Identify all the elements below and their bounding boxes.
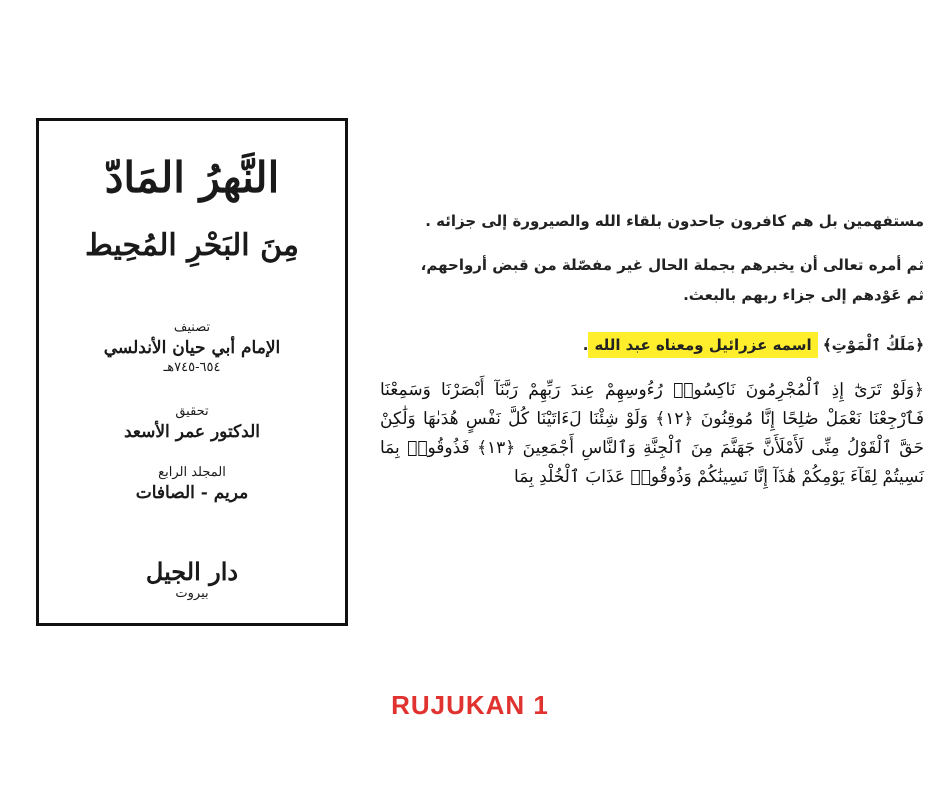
author-block — [39, 319, 345, 377]
period: . — [582, 336, 589, 354]
composed-label: تصنيف — [173, 320, 211, 335]
excerpt-line-4 — [583, 336, 924, 354]
book-cover — [36, 118, 348, 626]
editor-name: الدكتور عمر الأسعد — [123, 421, 261, 442]
quote-term: ﴿مَلَكُ ٱلْمَوْتِ﴾ — [822, 336, 924, 354]
reference-caption: RUJUKAN 1 — [391, 690, 549, 720]
book-subtitle: مِنَ البَحْرِ المُحِيط — [85, 228, 299, 263]
volume-block — [39, 464, 345, 504]
author-dates: ٦٥٤-٧٤٥هـ — [163, 360, 221, 376]
author-name: الإمام أبي حيان الأندلسي — [103, 337, 281, 358]
publisher-city: بيروت — [175, 586, 209, 602]
highlighted-text: اسمه عزرائيل ومعناه عبد الله — [588, 332, 817, 358]
quran-verse-block: ﴿وَلَوْ تَرَىٰٓ إِذِ ٱلْمُجْرِمُونَ نَاكِسُوا۟ رُءُوسِهِمْ عِندَ رَبِّهِمْ رَبَّنَآ أَبْصَرْنَا وَسَمِعْنَا فَٱرْجِعْنَا نَعْمَلْ صَٰلِحًا إِنَّا مُوقِنُونَ ﴿١٢﴾ وَلَوْ شِئْنَا لَءَاتَيْنَا كُلَّ نَفْسٍ هُدَىٰهَا وَلَٰكِنْ حَقَّ ٱلْقَوْلُ مِنِّى لَأَمْلَأَنَّ جَهَنَّمَ مِنَ ٱلْجِنَّةِ وَٱلنَّاسِ أَجْمَعِينَ ﴿١٣﴾ فَذُوقُوا۟ بِمَا نَسِيتُمْ لِقَآءَ يَوْمِكُمْ هَٰذَآ إِنَّا نَسِينَٰكُمْ وَذُوقُوا۟ عَذَابَ ٱلْخُلْدِ بِمَا — [380, 380, 924, 487]
excerpt-line-1: مستفهمين بل هم كافرون جاحدون بلقاء الله والصيرورة إلى جزائه . — [425, 212, 924, 230]
publisher-name: دار الجيل — [145, 557, 239, 586]
volume-range: مريم - الصافات — [135, 482, 249, 503]
edited-label: تحقيق — [175, 404, 209, 419]
volume-label: المجلد الرابع — [158, 465, 226, 480]
editor-block — [39, 403, 345, 443]
excerpt-line-2: ثم أمره تعالى أن يخبرهم بجملة الحال غير مفصّلة من قبض أرواحهم، — [420, 256, 924, 274]
publisher-block — [39, 559, 345, 603]
excerpt-line-3: ثم عَوْدهم إلى جزاء ربهم بالبعث. — [683, 286, 924, 304]
book-title: النَّهرُ المَادّ — [104, 153, 280, 202]
